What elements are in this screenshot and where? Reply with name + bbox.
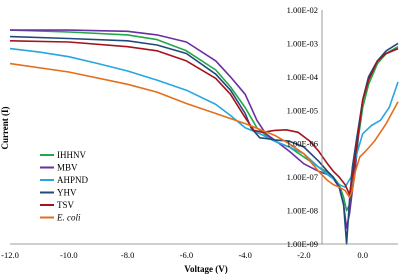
x-tick-labels [1,250,368,260]
y-tick-labels [287,5,319,249]
legend-label: E. coli [57,212,81,223]
x-tick-label: -6.0 [179,250,194,260]
y-tick-label: 1.00E-06 [286,138,318,149]
x-tick-label: -8.0 [120,250,135,260]
y-tick-label: 1.00E-03 [286,38,318,49]
legend-label: MBV [57,162,78,173]
x-tick-label: -12.0 [1,250,19,260]
series-line-1 [10,30,398,228]
y-tick-label: 1.00E-05 [286,105,318,116]
legend-label: TSV [57,200,75,210]
legend-label: AHPND [57,175,89,185]
legend-label: IHHNV [57,150,86,160]
x-tick-label: -10.0 [59,250,78,260]
legend-label: YHV [57,187,77,198]
x-tick-label: -4.0 [238,250,252,260]
y-tick-label: 1.00E-04 [286,71,318,82]
y-tick-label: 1.00E-08 [286,205,318,216]
x-tick-label: -2.0 [297,250,311,260]
y-tick-label: 1.00E-09 [286,239,318,249]
y-tick-label: 1.00E-02 [286,5,318,15]
y-axis-title: Current (I) [0,106,10,150]
x-axis-title: Voltage (V) [184,264,228,274]
y-tick-label: 1.00E-07 [286,172,318,183]
legend [40,150,89,223]
x-tick-label: 0.0 [357,250,369,260]
